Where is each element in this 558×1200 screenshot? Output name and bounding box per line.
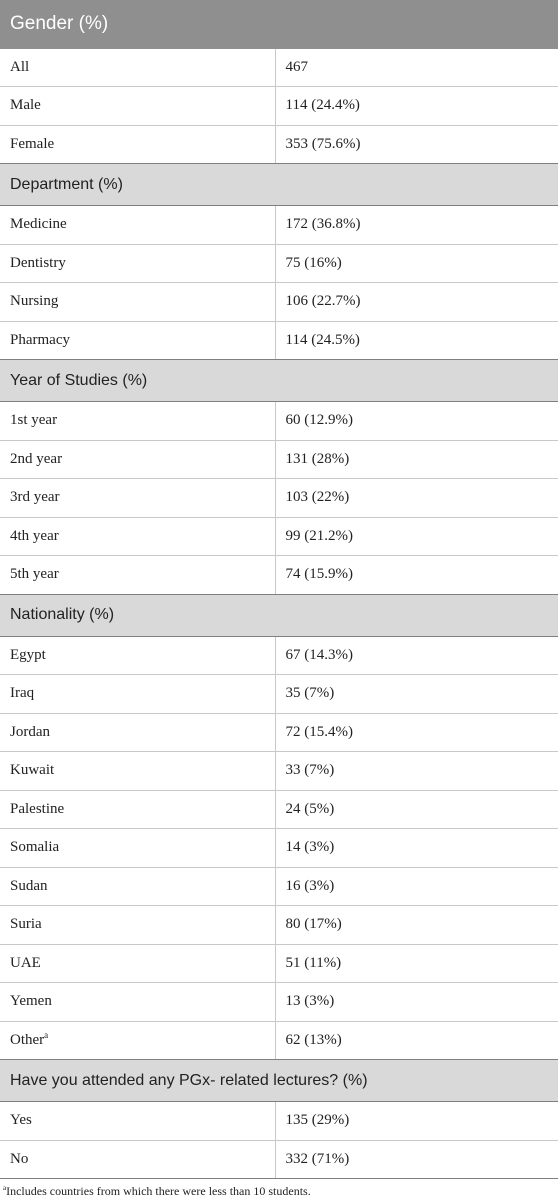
table-row xyxy=(0,556,558,595)
row-value: 75 (16%) xyxy=(275,244,558,283)
row-label: Pharmacy xyxy=(0,321,275,360)
row-label: Yes xyxy=(0,1102,275,1141)
table-row xyxy=(0,125,558,164)
table-row xyxy=(0,402,558,441)
row-label: All xyxy=(0,48,275,87)
department-header: Department (%) xyxy=(0,164,558,206)
row-value: 131 (28%) xyxy=(275,440,558,479)
row-label: 1st year xyxy=(0,402,275,441)
table-row xyxy=(0,440,558,479)
row-value: 72 (15.4%) xyxy=(275,713,558,752)
row-value: 114 (24.5%) xyxy=(275,321,558,360)
table-row xyxy=(0,206,558,245)
row-label xyxy=(0,1021,275,1060)
row-value: 13 (3%) xyxy=(275,983,558,1022)
row-label: Dentistry xyxy=(0,244,275,283)
row-label: Sudan xyxy=(0,867,275,906)
row-value: 24 (5%) xyxy=(275,790,558,829)
footnote-marker: a xyxy=(44,1029,49,1040)
row-label: Nursing xyxy=(0,283,275,322)
row-value: 16 (3%) xyxy=(275,867,558,906)
table-row xyxy=(0,1021,558,1060)
row-value: 467 xyxy=(275,48,558,87)
row-value: 35 (7%) xyxy=(275,675,558,714)
table-row xyxy=(0,517,558,556)
row-value: 67 (14.3%) xyxy=(275,636,558,675)
row-value: 80 (17%) xyxy=(275,906,558,945)
row-label: Kuwait xyxy=(0,752,275,791)
gender-header: Gender (%) xyxy=(0,0,558,48)
table-row xyxy=(0,983,558,1022)
row-value: 332 (71%) xyxy=(275,1140,558,1179)
table-row xyxy=(0,87,558,126)
nationality-header-row xyxy=(0,594,558,636)
pgx-header-row xyxy=(0,1060,558,1102)
table-row xyxy=(0,906,558,945)
row-label: No xyxy=(0,1140,275,1179)
row-value: 114 (24.4%) xyxy=(275,87,558,126)
year-header: Year of Studies (%) xyxy=(0,360,558,402)
footnote-text: Includes countries from which there were less than 10 students. xyxy=(6,1184,311,1198)
nationality-header: Nationality (%) xyxy=(0,594,558,636)
row-value: 106 (22.7%) xyxy=(275,283,558,322)
year-header-row xyxy=(0,360,558,402)
row-label-text: Other xyxy=(10,1031,45,1048)
table-row xyxy=(0,713,558,752)
department-header-row xyxy=(0,164,558,206)
footnote-marker: a xyxy=(3,1184,7,1192)
row-value: 353 (75.6%) xyxy=(275,125,558,164)
row-label: Palestine xyxy=(0,790,275,829)
row-value: 60 (12.9%) xyxy=(275,402,558,441)
row-value: 103 (22%) xyxy=(275,479,558,518)
row-value: 51 (11%) xyxy=(275,944,558,983)
row-label: Somalia xyxy=(0,829,275,868)
row-label: Egypt xyxy=(0,636,275,675)
table-row xyxy=(0,636,558,675)
table-row xyxy=(0,790,558,829)
row-value: 135 (29%) xyxy=(275,1102,558,1141)
table-footnote xyxy=(3,1184,311,1199)
table-row xyxy=(0,479,558,518)
gender-header-row xyxy=(0,0,558,48)
row-label: UAE xyxy=(0,944,275,983)
table-row xyxy=(0,48,558,87)
row-value: 14 (3%) xyxy=(275,829,558,868)
row-label: 3rd year xyxy=(0,479,275,518)
table-row xyxy=(0,675,558,714)
row-value: 62 (13%) xyxy=(275,1021,558,1060)
table-row xyxy=(0,321,558,360)
row-label: 2nd year xyxy=(0,440,275,479)
row-value: 33 (7%) xyxy=(275,752,558,791)
row-value: 172 (36.8%) xyxy=(275,206,558,245)
row-label: Iraq xyxy=(0,675,275,714)
table-row xyxy=(0,752,558,791)
row-label: Medicine xyxy=(0,206,275,245)
pgx-header: Have you attended any PGx- related lectures? (%) xyxy=(0,1060,558,1102)
row-label: Jordan xyxy=(0,713,275,752)
row-value: 99 (21.2%) xyxy=(275,517,558,556)
table-row xyxy=(0,867,558,906)
row-label: 5th year xyxy=(0,556,275,595)
table-row xyxy=(0,244,558,283)
row-label: Yemen xyxy=(0,983,275,1022)
table-row xyxy=(0,283,558,322)
table-row xyxy=(0,944,558,983)
table-row xyxy=(0,1140,558,1179)
row-label: Suria xyxy=(0,906,275,945)
row-label: Female xyxy=(0,125,275,164)
table-row xyxy=(0,829,558,868)
row-label: Male xyxy=(0,87,275,126)
row-label: 4th year xyxy=(0,517,275,556)
row-value: 74 (15.9%) xyxy=(275,556,558,595)
table-row xyxy=(0,1102,558,1141)
